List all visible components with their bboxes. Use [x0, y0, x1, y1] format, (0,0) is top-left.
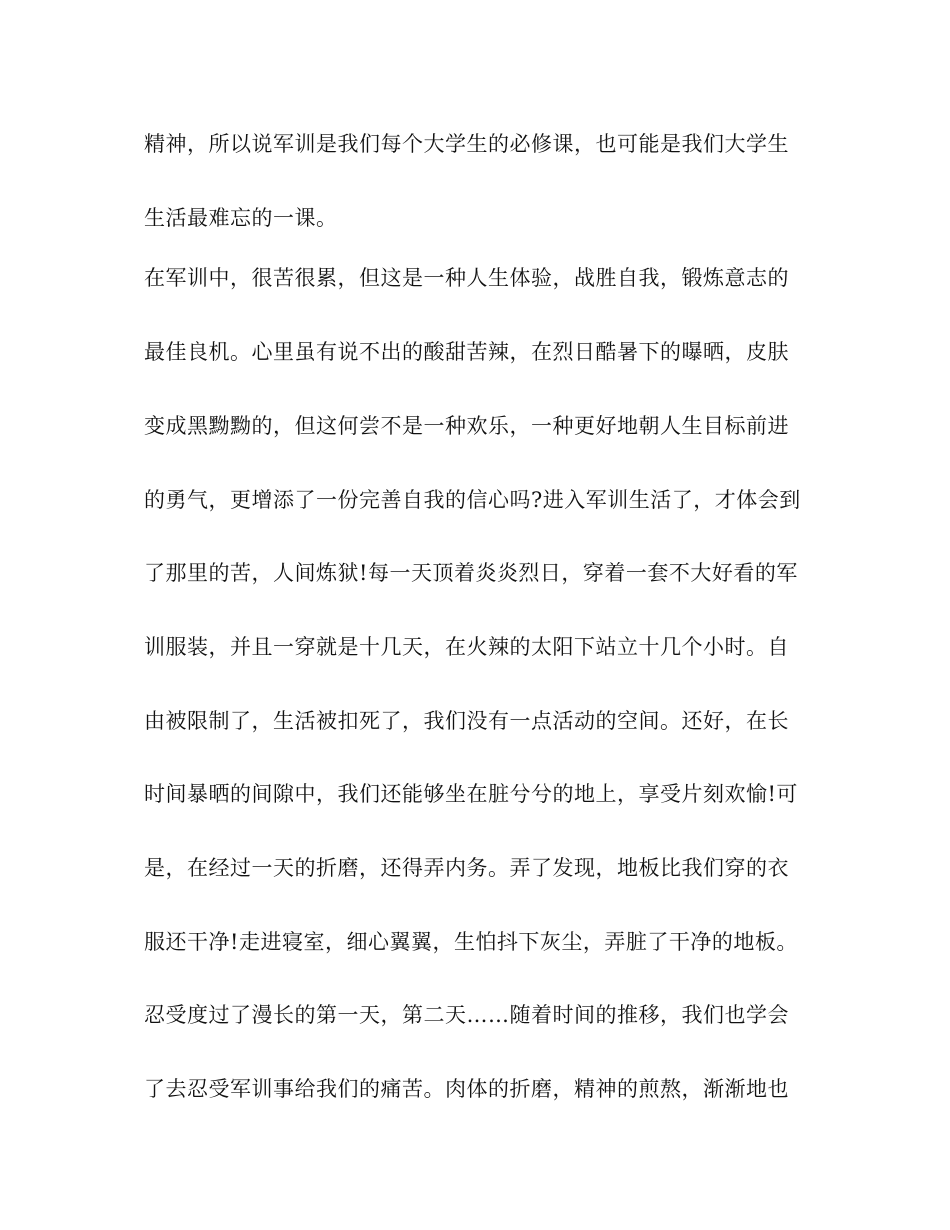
text-line: 是，在经过一天的折磨，还得弄内务。弄了发现，地板比我们穿的衣 — [144, 856, 789, 880]
text-line: 了那里的苦，人间炼狱!每一天顶着炎炎烈日，穿着一套不大好看的军 — [144, 561, 798, 585]
text-line: 变成黑黝黝的，但这何尝不是一种欢乐，一种更好地朝人生目标前进 — [144, 414, 789, 438]
text-line: 精神，所以说军训是我们每个大学生的必修课，也可能是我们大学生 — [144, 132, 789, 156]
text-line: 训服装，并且一穿就是十几天，在火辣的太阳下站立十几个小时。自 — [144, 635, 789, 659]
text-line: 了去忍受军训事给我们的痛苦。肉体的折磨，精神的煎熬，渐渐地也 — [144, 1077, 789, 1101]
text-line: 忍受度过了漫长的第一天，第二天……随着时间的推移，我们也学会 — [144, 1003, 789, 1027]
text-line: 最佳良机。心里虽有说不出的酸甜苦辣，在烈日酷暑下的曝晒，皮肤 — [144, 340, 789, 364]
text-line: 服还干净!走进寝室，细心翼翼，生怕抖下灰尘，弄脏了干净的地板。 — [144, 930, 798, 954]
text-line: 的勇气，更增添了一份完善自我的信心吗?进入军训生活了，才体会到 — [144, 488, 801, 512]
text-line: 在军训中，很苦很累，但这是一种人生体验，战胜自我，锻炼意志的 — [144, 266, 789, 290]
text-line: 时间暴晒的间隙中，我们还能够坐在脏兮兮的地上，享受片刻欢愉!可 — [144, 782, 798, 806]
text-line: 生活最难忘的一课。 — [144, 206, 338, 230]
text-line: 由被限制了，生活被扣死了，我们没有一点活动的空间。还好，在长 — [144, 709, 789, 733]
